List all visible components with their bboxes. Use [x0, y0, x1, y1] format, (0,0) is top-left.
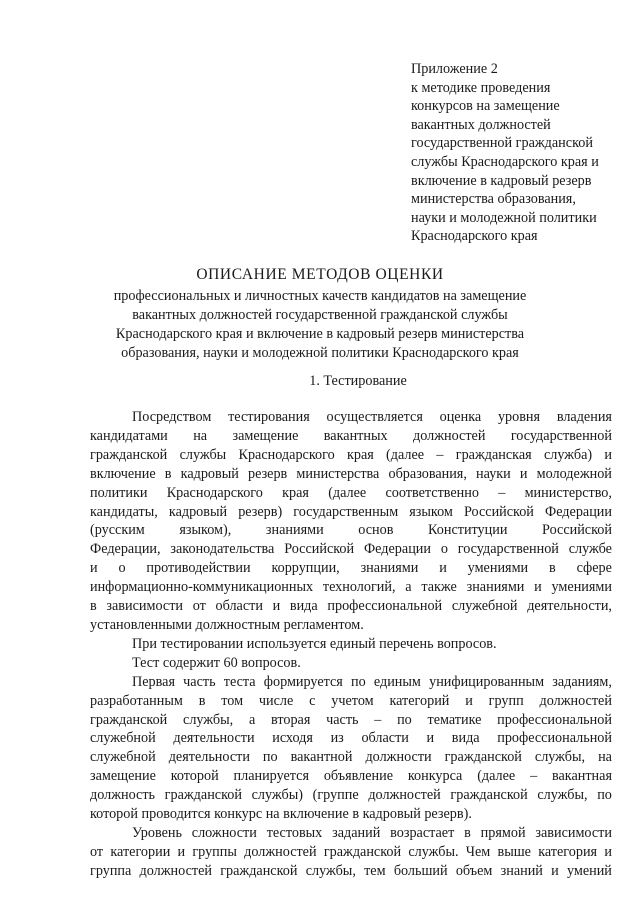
- body-word: владения: [556, 409, 612, 425]
- appendix-block: [411, 60, 631, 246]
- body-word: политики: [90, 484, 148, 501]
- body-word: При тестировании используется единый перечень вопросов.: [132, 635, 497, 652]
- body-word: гражданской: [220, 862, 298, 879]
- body-word: установленными должностным регламентом.: [90, 616, 364, 633]
- body-word: должность: [90, 787, 156, 804]
- body-word: информационно-коммуникационных: [90, 579, 314, 596]
- body-word: должности: [365, 749, 432, 766]
- body-word: Российской: [284, 541, 355, 558]
- body-word: унифицированным: [429, 673, 545, 690]
- body-line: [90, 748, 612, 767]
- body-line: [90, 654, 612, 673]
- body-word: Федерации: [544, 503, 612, 520]
- document-subtitle: [0, 287, 640, 363]
- body-word: министерства: [296, 465, 380, 482]
- body-word: сфере: [576, 560, 612, 577]
- body-word: службы,: [183, 711, 234, 728]
- body-line: [90, 805, 612, 824]
- body-word: конкурса: [407, 768, 463, 785]
- body-word: в: [90, 598, 97, 615]
- body-word: гражданской: [90, 711, 168, 728]
- body-word: –: [374, 711, 382, 728]
- body-word: языком: [409, 503, 453, 520]
- body-word: категорий: [389, 692, 450, 709]
- body-word: государственной: [510, 427, 612, 444]
- body-word: по: [262, 749, 278, 766]
- body-word: –: [530, 768, 538, 785]
- body-word: Федерации: [363, 541, 431, 558]
- body-word: должностей: [244, 843, 317, 860]
- body-word: которой проводится конкурс на включение в кадровый резерв).: [90, 806, 472, 823]
- body-word: Первая: [132, 673, 175, 690]
- body-line: [90, 843, 612, 862]
- body-word: служебной: [451, 598, 518, 615]
- body-word: Посредством: [132, 409, 212, 425]
- body-line: [90, 484, 612, 503]
- body-word: технологий,: [322, 579, 396, 596]
- body-line: [90, 521, 612, 540]
- body-word: замещение: [90, 768, 156, 785]
- body-word: больший: [393, 862, 448, 879]
- appendix-line: государственной гражданской: [411, 135, 593, 152]
- body-word: (далее: [477, 768, 516, 785]
- body-line: [90, 616, 612, 635]
- body-word: выше: [497, 843, 531, 860]
- body-line: [90, 503, 612, 522]
- body-word: края: [346, 446, 374, 463]
- body-word: учетом: [331, 692, 374, 709]
- body-word: из: [330, 730, 344, 747]
- body-word: знаниями: [466, 579, 525, 596]
- body-word: профессиональной: [497, 730, 612, 747]
- body-word: коррупции,: [271, 560, 340, 577]
- body-line: [90, 692, 612, 711]
- body-word: в: [549, 560, 556, 577]
- body-word: государственной: [457, 541, 559, 558]
- body-word: служебной: [90, 730, 156, 747]
- body-line: [90, 427, 612, 446]
- body-word: замещение: [232, 427, 299, 444]
- body-line: [90, 465, 612, 484]
- appendix-line: вакантных должностей: [411, 116, 551, 133]
- body-word: в: [164, 465, 172, 482]
- body-line: [90, 711, 612, 730]
- body-line: [90, 597, 612, 616]
- body-word: о: [440, 541, 448, 558]
- document-title: ОПИСАНИЕ МЕТОДОВ ОЦЕНКИ: [196, 266, 444, 283]
- body-word: государственным: [293, 503, 399, 520]
- section-heading: 1. Тестирование: [309, 373, 407, 389]
- body-word: по: [351, 673, 366, 690]
- body-word: гражданская: [455, 446, 532, 463]
- body-word: кадровый: [180, 465, 239, 482]
- body-word: зависимости: [106, 598, 183, 615]
- body-word: единым: [373, 673, 421, 690]
- body-word: гражданской: [90, 446, 168, 463]
- body-word: службы: [179, 446, 227, 463]
- body-word: теста: [223, 673, 256, 690]
- body-line: [90, 767, 612, 786]
- body-word: резерв: [248, 465, 288, 482]
- body-word: вида: [451, 730, 480, 747]
- body-word: службы,: [305, 862, 356, 879]
- body-word: исходя: [272, 730, 313, 747]
- body-word: и: [465, 692, 473, 709]
- body-word: образования,: [388, 465, 467, 482]
- body-word: на: [193, 427, 208, 444]
- body-word: оценка: [439, 409, 482, 425]
- body-word: и: [551, 862, 559, 879]
- body-word: должностей: [139, 862, 212, 879]
- body-word: профессиональной: [327, 598, 443, 615]
- body-word: с: [309, 692, 316, 709]
- body-word: языком),: [179, 522, 232, 539]
- body-line: [90, 729, 612, 748]
- body-word: службы): [251, 787, 303, 804]
- body-word: по: [397, 711, 412, 728]
- body-word: групп: [488, 692, 524, 709]
- body-word: прямой: [480, 824, 526, 841]
- body-word: умений: [566, 862, 612, 879]
- body-word: резерв): [238, 503, 283, 520]
- body-word: гражданской: [323, 843, 402, 860]
- body-line: [90, 540, 612, 559]
- body-word: часть: [183, 673, 216, 690]
- appendix-line: министерства образования,: [411, 191, 576, 208]
- body-word: тестирования: [228, 409, 310, 425]
- body-word: а: [248, 711, 256, 728]
- body-word: группа: [90, 862, 132, 879]
- body-word: законодательства: [170, 541, 275, 558]
- body-word: Российской: [463, 503, 534, 520]
- body-word: министерство,: [524, 484, 612, 501]
- body-word: и: [90, 560, 98, 577]
- body-word: гражданской: [450, 787, 528, 804]
- body-word: вакантной: [290, 749, 353, 766]
- body-word: и: [534, 579, 542, 596]
- appendix-line: Краснодарского края: [411, 228, 538, 245]
- body-word: службе: [568, 541, 612, 558]
- body-line: [90, 578, 612, 597]
- body-word: вакантных: [323, 427, 388, 444]
- body-word: профессиональной: [497, 711, 612, 728]
- body-line: [90, 824, 612, 843]
- body-word: Чем: [465, 843, 491, 860]
- appendix-line: к методике проведения: [411, 79, 551, 96]
- body-word: кадровый: [168, 503, 228, 520]
- body-word: от: [90, 843, 104, 860]
- body-word: должностей: [412, 427, 486, 444]
- body-word: и: [604, 446, 612, 463]
- body-line: [90, 559, 612, 578]
- body-word: также: [421, 579, 457, 596]
- body-word: объявление: [323, 768, 394, 785]
- body-word: которой: [170, 768, 219, 785]
- body-word: разработанным: [90, 692, 183, 709]
- body-word: и: [177, 843, 186, 860]
- body-line: [90, 446, 612, 465]
- body-word: категория: [538, 843, 598, 860]
- body-word: умениями: [467, 560, 529, 577]
- body-word: тем: [364, 862, 386, 879]
- body-word: вида: [289, 598, 318, 615]
- body-word: о: [118, 560, 126, 577]
- body-word: уровня: [497, 409, 541, 425]
- body-word: деятельности,: [527, 598, 612, 615]
- body-word: знаниями: [360, 560, 419, 577]
- body-word: знаний: [500, 862, 543, 879]
- body-word: (далее: [328, 484, 367, 501]
- body-word: тестовых: [266, 824, 323, 841]
- body-word: и: [272, 598, 281, 615]
- body-word: (далее: [386, 446, 425, 463]
- appendix-line: Приложение 2: [411, 61, 498, 77]
- appendix-line: науки и молодежной политики: [411, 209, 597, 226]
- body-word: гражданской: [444, 749, 522, 766]
- body-word: служебной: [90, 749, 156, 766]
- body-word: основ: [358, 522, 394, 539]
- body-word: числе: [258, 692, 294, 709]
- subtitle-line: Краснодарского края и включение в кадровый резерв министерства: [115, 326, 525, 342]
- subtitle-line: вакантных должностей государственной гражданской службы: [132, 307, 508, 323]
- body-word: заданий: [332, 824, 381, 841]
- body-word: категории: [110, 843, 171, 860]
- body-word: часть: [326, 711, 359, 728]
- body-word: по: [597, 787, 612, 804]
- body-word: на: [598, 749, 612, 766]
- appendix-line: включение в кадровый резерв: [411, 172, 592, 189]
- body-word: сложности: [191, 824, 257, 841]
- body-word: зависимости: [535, 824, 612, 841]
- body-word: в: [464, 824, 471, 841]
- body-line: [90, 408, 612, 427]
- body-word: (группе: [312, 787, 359, 804]
- body-word: тематике: [427, 711, 482, 728]
- body-word: Конституции: [428, 522, 508, 539]
- body-word: Российской: [542, 522, 612, 539]
- body-word: молодежной: [536, 465, 612, 482]
- subtitle-line: образования, науки и молодежной политики Краснодарского края: [121, 345, 519, 361]
- body-word: должностей: [539, 692, 612, 709]
- body-word: том: [221, 692, 244, 709]
- body-word: –: [498, 484, 506, 501]
- subtitle-line: профессиональных и личностных качеств кандидатов на замещение: [113, 288, 527, 304]
- body-word: службы.: [408, 843, 459, 860]
- body-word: от: [192, 598, 206, 615]
- body-text: [90, 408, 612, 881]
- body-line: [90, 786, 612, 805]
- body-word: объем: [455, 862, 493, 879]
- body-word: службы,: [537, 787, 588, 804]
- body-word: возрастает: [390, 824, 455, 841]
- body-word: включение: [90, 465, 156, 482]
- body-word: противодействии: [146, 560, 251, 577]
- body-line: [90, 673, 612, 692]
- body-word: Краснодарского: [166, 484, 263, 501]
- body-word: и: [439, 560, 447, 577]
- body-word: вакантная: [551, 768, 612, 785]
- body-word: области: [361, 730, 409, 747]
- appendix-line: службы Краснодарского края и: [411, 153, 599, 170]
- body-word: кандидаты,: [90, 503, 158, 520]
- body-word: науки: [476, 465, 511, 482]
- body-word: служба): [543, 446, 593, 463]
- body-word: а: [405, 579, 412, 596]
- body-word: в: [198, 692, 206, 709]
- appendix-line: конкурсов на замещение: [411, 98, 560, 115]
- body-word: умениями: [551, 579, 612, 596]
- body-word: –: [436, 446, 444, 463]
- body-word: (русским: [90, 522, 145, 539]
- body-word: деятельности: [173, 730, 255, 747]
- body-word: вторая: [271, 711, 311, 728]
- body-word: Уровень: [132, 824, 182, 841]
- body-word: планируется: [233, 768, 309, 785]
- body-word: гражданской: [164, 787, 242, 804]
- body-word: должностей: [368, 787, 441, 804]
- body-word: и: [604, 843, 612, 860]
- body-word: кандидатами: [90, 427, 168, 444]
- body-word: деятельности: [168, 749, 250, 766]
- body-line: [90, 862, 612, 881]
- body-word: осуществляется: [326, 409, 423, 425]
- body-word: Краснодарского: [238, 446, 335, 463]
- body-word: Федерации,: [90, 541, 161, 558]
- body-line: [90, 635, 612, 654]
- body-word: и: [519, 465, 528, 482]
- body-word: службы,: [534, 749, 586, 766]
- body-word: и: [426, 730, 435, 747]
- body-word: заданиям,: [552, 673, 612, 690]
- body-word: Тест содержит 60 вопросов.: [132, 654, 301, 671]
- body-word: знаниями: [265, 522, 324, 539]
- body-word: области: [215, 598, 263, 615]
- body-word: формируется: [263, 673, 343, 690]
- body-word: соответственно: [385, 484, 479, 501]
- body-word: края: [282, 484, 309, 501]
- body-word: группы: [192, 843, 237, 860]
